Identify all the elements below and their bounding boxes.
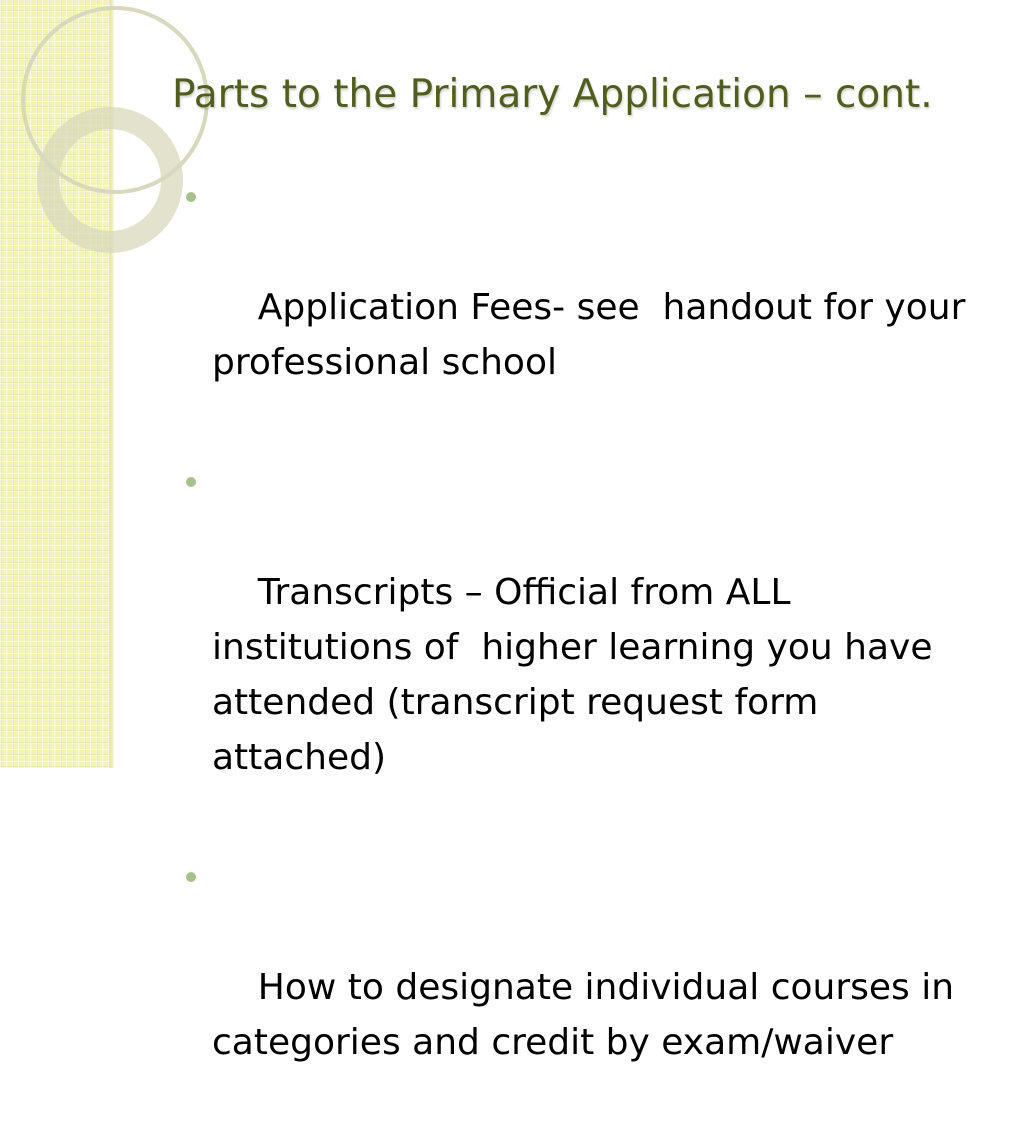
bullet-dot-icon — [186, 192, 196, 202]
bullet-list — [186, 170, 986, 1135]
bullet-text: How to designate individual courses in categories and credit by exam/waiver — [212, 967, 966, 1063]
bullet-text: Transcripts – Official from ALL institutions of higher learning you have attended (transcript request form attached) — [212, 572, 944, 778]
bullet-item — [186, 455, 986, 840]
bullet-item — [186, 170, 986, 445]
sidebar-edge — [110, 0, 114, 768]
sidebar-pattern — [0, 0, 113, 768]
bullet-dot-icon — [186, 872, 196, 882]
bullet-dot-icon — [186, 477, 196, 487]
bullet-text: Application Fees- see handout for your professional school — [212, 287, 977, 383]
bullet-item — [186, 850, 986, 1125]
slide-title: Parts to the Primary Application – cont. — [172, 72, 933, 117]
